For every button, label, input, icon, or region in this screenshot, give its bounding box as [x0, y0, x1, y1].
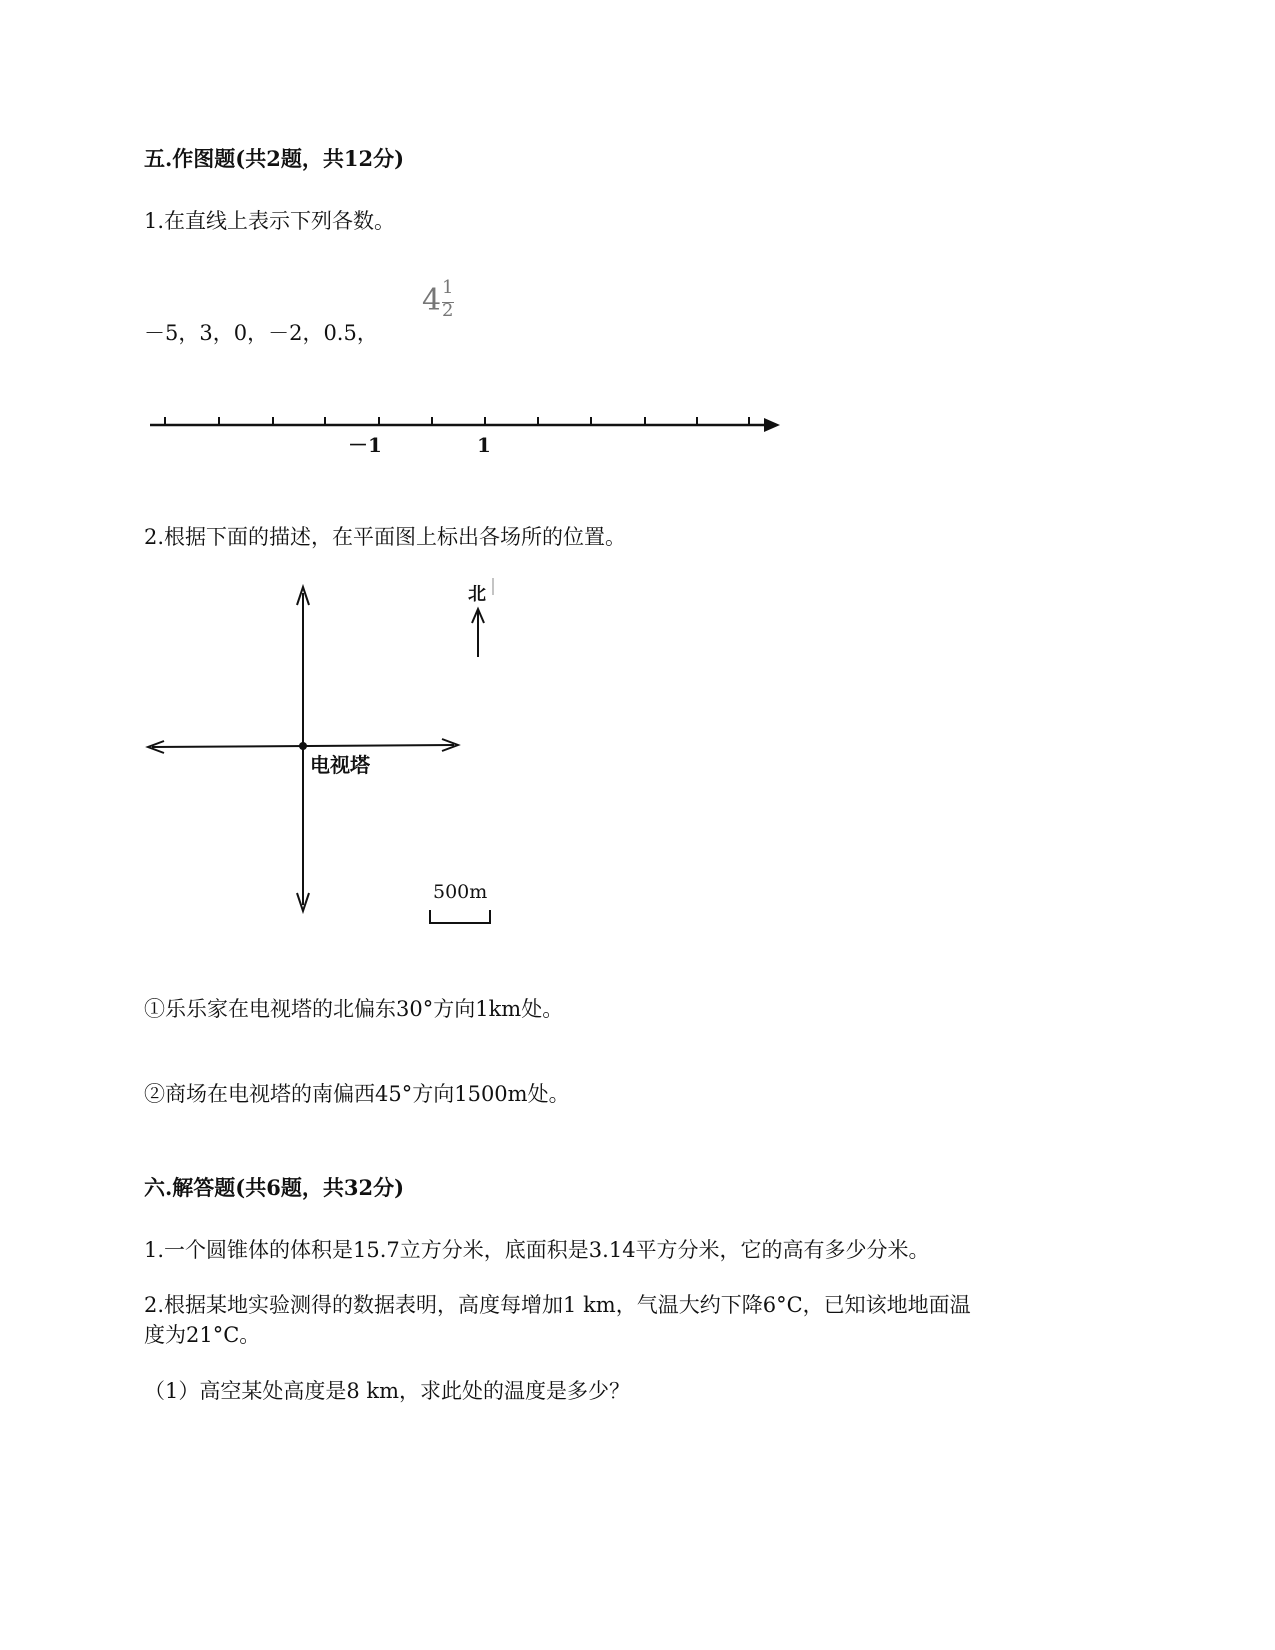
- q2-item1: ①乐乐家在电视塔的北偏东30°方向1km处。: [144, 997, 564, 1021]
- section5-heading: 五.作图题(共2题，共12分): [144, 146, 405, 171]
- tv-tower-label: 电视塔: [310, 753, 370, 777]
- q2-item2: ②商场在电视塔的南偏西45°方向1500m处。: [144, 1082, 570, 1106]
- mixed-number-whole: 4: [422, 283, 442, 318]
- axis-label-neg1: －1: [348, 433, 382, 457]
- q2-prompt: 2.根据下面的描述，在平面图上标出各场所的位置。: [144, 525, 627, 549]
- s6-q2-line2: 度为21°C。: [144, 1323, 261, 1347]
- q1-prompt: 1.在直线上表示下列各数。: [144, 209, 396, 233]
- s6-q2-line1: 2.根据某地实验测得的数据表明，高度每增加1 km，气温大约下降6°C，已知该地地面温: [144, 1293, 971, 1317]
- mixed-number-denominator: 2: [442, 300, 454, 321]
- s6-q1: 1.一个圆锥体的体积是15.7立方分米，底面积是3.14平方分米，它的高有多少分米。: [144, 1238, 930, 1262]
- map-diagram: [140, 575, 520, 935]
- section6-heading: 六.解答题(共6题，共32分): [144, 1175, 405, 1200]
- mixed-number-numerator: 1: [442, 277, 454, 298]
- number-line: [140, 400, 800, 470]
- number-line-arrow: [764, 418, 780, 432]
- axis-label-1: 1: [477, 433, 491, 457]
- scale-bar: [430, 910, 490, 923]
- north-label: 北: [468, 584, 486, 605]
- s6-q2-sub1: （1）高空某处高度是8 km，求此处的温度是多少？: [144, 1379, 631, 1403]
- tv-tower-point: [299, 742, 307, 750]
- scale-label: 500m: [433, 881, 488, 903]
- q1-numbers: －5，3，0，－2，0.5，: [144, 321, 378, 345]
